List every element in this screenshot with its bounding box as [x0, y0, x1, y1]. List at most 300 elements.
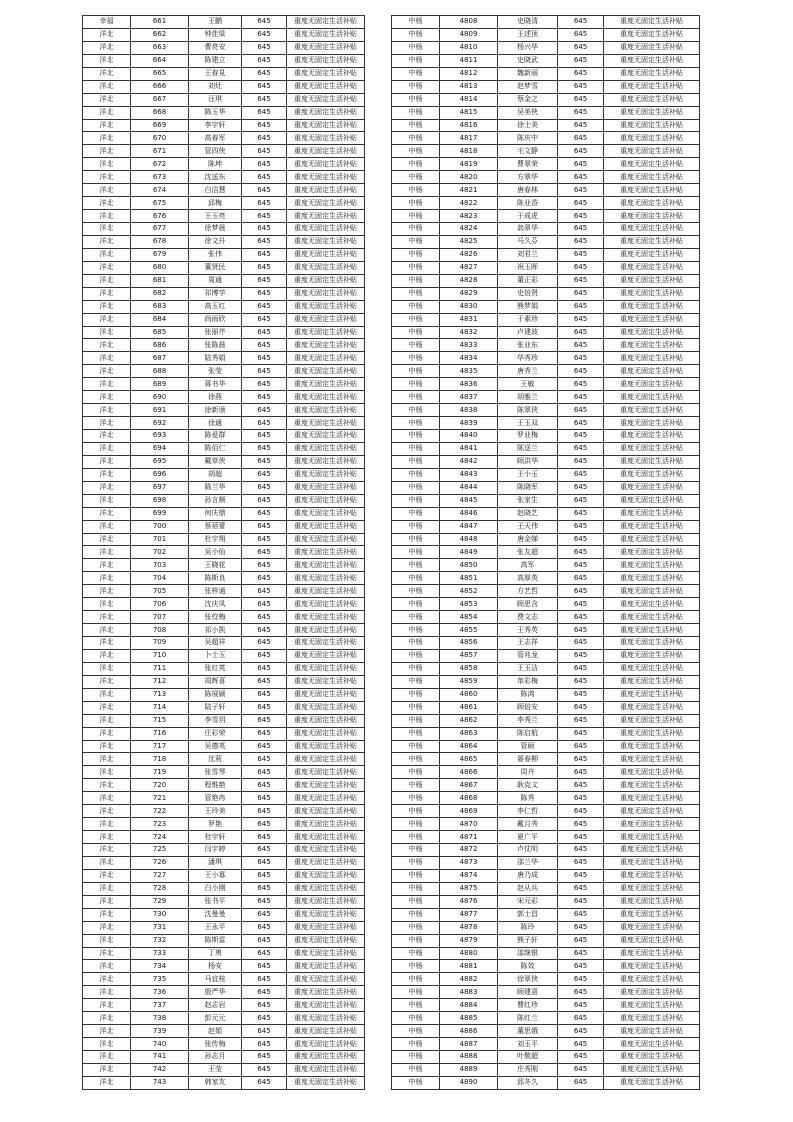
- category-cell: 重度无固定生活补贴: [287, 455, 365, 468]
- table-row: [83, 339, 365, 352]
- number-cell: 739: [131, 1025, 189, 1038]
- amount-cell: 645: [558, 430, 604, 443]
- name-cell: 陈效: [498, 960, 558, 973]
- number-cell: 4874: [440, 869, 498, 882]
- amount-cell: 645: [558, 417, 604, 430]
- number-cell: 719: [131, 766, 189, 779]
- region-cell: 洋北: [83, 494, 131, 507]
- name-cell: 蔡蓓蕾: [189, 520, 242, 533]
- category-cell: 重度无固定生活补贴: [287, 391, 365, 404]
- amount-cell: 645: [242, 766, 287, 779]
- name-cell: 管四侠: [189, 145, 242, 158]
- amount-cell: 645: [558, 197, 604, 210]
- amount-cell: 645: [558, 921, 604, 934]
- table-row: [392, 921, 700, 934]
- category-cell: 重度无固定生活补贴: [604, 921, 700, 934]
- name-cell: 顾建喜: [498, 986, 558, 999]
- table-row: [392, 339, 700, 352]
- region-cell: 中杨: [392, 753, 440, 766]
- amount-cell: 645: [558, 740, 604, 753]
- table-row: [83, 637, 365, 650]
- region-cell: 洋北: [83, 313, 131, 326]
- category-cell: 重度无固定生活补贴: [604, 908, 700, 921]
- table-row: [392, 831, 700, 844]
- name-cell: 胡超: [189, 468, 242, 481]
- category-cell: 重度无固定生活补贴: [287, 41, 365, 54]
- category-cell: 重度无固定生活补贴: [287, 442, 365, 455]
- region-cell: 洋北: [83, 805, 131, 818]
- category-cell: 重度无固定生活补贴: [604, 533, 700, 546]
- amount-cell: 645: [242, 235, 287, 248]
- category-cell: 重度无固定生活补贴: [604, 145, 700, 158]
- number-cell: 4851: [440, 572, 498, 585]
- category-cell: 重度无固定生活补贴: [287, 559, 365, 572]
- name-cell: 丁勇: [189, 947, 242, 960]
- name-cell: 唐金娣: [498, 533, 558, 546]
- category-cell: 重度无固定生活补贴: [287, 882, 365, 895]
- amount-cell: 645: [558, 792, 604, 805]
- table-row: [83, 999, 365, 1012]
- amount-cell: 645: [242, 326, 287, 339]
- number-cell: 710: [131, 649, 189, 662]
- region-cell: 中杨: [392, 908, 440, 921]
- category-cell: 重度无固定生活补贴: [287, 80, 365, 93]
- table-row: [392, 158, 700, 171]
- category-cell: 重度无固定生活补贴: [287, 753, 365, 766]
- table-row: [392, 404, 700, 417]
- name-cell: 唐春林: [498, 184, 558, 197]
- region-cell: 中杨: [392, 662, 440, 675]
- region-cell: 中杨: [392, 572, 440, 585]
- amount-cell: 645: [558, 986, 604, 999]
- table-row: [83, 831, 365, 844]
- category-cell: 重度无固定生活补贴: [287, 365, 365, 378]
- region-cell: 中杨: [392, 1025, 440, 1038]
- category-cell: 重度无固定生活补贴: [287, 611, 365, 624]
- region-cell: 中杨: [392, 960, 440, 973]
- amount-cell: 645: [242, 947, 287, 960]
- amount-cell: 645: [242, 145, 287, 158]
- amount-cell: 645: [242, 611, 287, 624]
- category-cell: 重度无固定生活补贴: [604, 210, 700, 223]
- table-row: [83, 1076, 365, 1089]
- table-row: [392, 1063, 700, 1076]
- category-cell: 重度无固定生活补贴: [604, 662, 700, 675]
- name-cell: 宋元彩: [498, 895, 558, 908]
- number-cell: 4848: [440, 533, 498, 546]
- amount-cell: 645: [242, 404, 287, 417]
- table-row: [83, 753, 365, 766]
- number-cell: 4887: [440, 1038, 498, 1051]
- region-cell: 中杨: [392, 248, 440, 261]
- amount-cell: 645: [558, 727, 604, 740]
- table-row: [83, 947, 365, 960]
- name-cell: 罗艳: [189, 818, 242, 831]
- region-cell: 中杨: [392, 779, 440, 792]
- name-cell: 张佼梅: [189, 611, 242, 624]
- amount-cell: 645: [242, 417, 287, 430]
- number-cell: 4888: [440, 1051, 498, 1064]
- category-cell: 重度无固定生活补贴: [604, 430, 700, 443]
- region-cell: 中杨: [392, 326, 440, 339]
- table-row: [392, 494, 700, 507]
- amount-cell: 645: [242, 1012, 287, 1025]
- amount-cell: 645: [242, 572, 287, 585]
- name-cell: 程维艳: [189, 779, 242, 792]
- amount-cell: 645: [242, 844, 287, 857]
- category-cell: 重度无固定生活补贴: [287, 197, 365, 210]
- category-cell: 重度无固定生活补贴: [604, 559, 700, 572]
- table-row: [392, 391, 700, 404]
- category-cell: 重度无固定生活补贴: [604, 184, 700, 197]
- name-cell: 潘琪: [189, 856, 242, 869]
- category-cell: 重度无固定生活补贴: [604, 481, 700, 494]
- region-cell: 中杨: [392, 132, 440, 145]
- number-cell: 4808: [440, 16, 498, 29]
- category-cell: 重度无固定生活补贴: [604, 585, 700, 598]
- region-cell: 洋北: [83, 261, 131, 274]
- region-cell: 洋北: [83, 585, 131, 598]
- category-cell: 重度无固定生活补贴: [287, 649, 365, 662]
- category-cell: 重度无固定生活补贴: [287, 132, 365, 145]
- name-cell: 陈斯良: [189, 572, 242, 585]
- number-cell: 4815: [440, 106, 498, 119]
- table-row: [392, 1051, 700, 1064]
- region-cell: 中杨: [392, 404, 440, 417]
- table-row: [83, 16, 365, 29]
- number-cell: 4833: [440, 339, 498, 352]
- region-cell: 洋北: [83, 662, 131, 675]
- number-cell: 697: [131, 481, 189, 494]
- table-row: [392, 16, 700, 29]
- amount-cell: 645: [242, 637, 287, 650]
- region-cell: 洋北: [83, 28, 131, 41]
- amount-cell: 645: [558, 546, 604, 559]
- name-cell: 张家生: [498, 494, 558, 507]
- table-row: [392, 274, 700, 287]
- table-row: [392, 805, 700, 818]
- amount-cell: 645: [242, 986, 287, 999]
- name-cell: 孙言颇: [189, 494, 242, 507]
- category-cell: 重度无固定生活补贴: [604, 520, 700, 533]
- number-cell: 674: [131, 184, 189, 197]
- table-row: [392, 67, 700, 80]
- name-cell: 马宜桂: [189, 973, 242, 986]
- table-row: [83, 973, 365, 986]
- table-row: [83, 1051, 365, 1064]
- region-cell: 中杨: [392, 766, 440, 779]
- table-row: [392, 611, 700, 624]
- name-cell: 戴月秀: [498, 818, 558, 831]
- region-cell: 洋北: [83, 856, 131, 869]
- name-cell: 李宇轩: [189, 119, 242, 132]
- amount-cell: 645: [558, 624, 604, 637]
- name-cell: 徐文升: [189, 235, 242, 248]
- number-cell: 738: [131, 1012, 189, 1025]
- name-cell: 赵从兵: [498, 882, 558, 895]
- amount-cell: 645: [558, 908, 604, 921]
- region-cell: 中杨: [392, 391, 440, 404]
- name-cell: 于成虎: [498, 210, 558, 223]
- name-cell: 彭元元: [189, 1012, 242, 1025]
- number-cell: 4881: [440, 960, 498, 973]
- table-row: [83, 727, 365, 740]
- category-cell: 重度无固定生活补贴: [287, 417, 365, 430]
- category-cell: 重度无固定生活补贴: [604, 1025, 700, 1038]
- name-cell: 张陈晨: [189, 339, 242, 352]
- number-cell: 4854: [440, 611, 498, 624]
- category-cell: 重度无固定生活补贴: [604, 986, 700, 999]
- name-cell: 张业东: [498, 339, 558, 352]
- table-row: [83, 1012, 365, 1025]
- amount-cell: 645: [242, 261, 287, 274]
- name-cell: 于素珍: [498, 313, 558, 326]
- category-cell: 重度无固定生活补贴: [287, 145, 365, 158]
- number-cell: 731: [131, 921, 189, 934]
- amount-cell: 645: [242, 93, 287, 106]
- number-cell: 4832: [440, 326, 498, 339]
- number-cell: 4877: [440, 908, 498, 921]
- name-cell: 夏广平: [498, 831, 558, 844]
- name-cell: 王玲美: [189, 805, 242, 818]
- number-cell: 4886: [440, 1025, 498, 1038]
- amount-cell: 645: [242, 507, 287, 520]
- category-cell: 重度无固定生活补贴: [604, 805, 700, 818]
- region-cell: 中杨: [392, 352, 440, 365]
- number-cell: 4861: [440, 701, 498, 714]
- category-cell: 重度无固定生活补贴: [287, 740, 365, 753]
- table-row: [83, 792, 365, 805]
- name-cell: 王莹: [189, 1063, 242, 1076]
- amount-cell: 645: [558, 210, 604, 223]
- name-cell: 史倍贤: [498, 287, 558, 300]
- table-row: [392, 132, 700, 145]
- category-cell: 重度无固定生活补贴: [287, 404, 365, 417]
- table-row: [392, 119, 700, 132]
- amount-cell: 645: [242, 779, 287, 792]
- region-cell: 中杨: [392, 649, 440, 662]
- category-cell: 重度无固定生活补贴: [287, 248, 365, 261]
- amount-cell: 645: [558, 404, 604, 417]
- amount-cell: 645: [558, 352, 604, 365]
- name-cell: 华秀珍: [498, 352, 558, 365]
- number-cell: 4890: [440, 1076, 498, 1089]
- region-cell: 中杨: [392, 792, 440, 805]
- number-cell: 685: [131, 326, 189, 339]
- amount-cell: 645: [558, 688, 604, 701]
- amount-cell: 645: [242, 585, 287, 598]
- category-cell: 重度无固定生活补贴: [287, 779, 365, 792]
- region-cell: 洋北: [83, 688, 131, 701]
- name-cell: 张传梅: [189, 1038, 242, 1051]
- region-cell: 中杨: [392, 468, 440, 481]
- name-cell: 史晓清: [498, 16, 558, 29]
- name-cell: 邱冬久: [498, 1076, 558, 1089]
- number-cell: 735: [131, 973, 189, 986]
- category-cell: 重度无固定生活补贴: [287, 805, 365, 818]
- amount-cell: 645: [558, 611, 604, 624]
- name-cell: 张梓通: [189, 585, 242, 598]
- table-row: [83, 779, 365, 792]
- name-cell: 张雪琴: [189, 766, 242, 779]
- category-cell: 重度无固定生活补贴: [604, 1051, 700, 1064]
- table-row: [392, 455, 700, 468]
- name-cell: 王玉双: [498, 417, 558, 430]
- name-cell: 陈兰华: [189, 481, 242, 494]
- category-cell: 重度无固定生活补贴: [604, 93, 700, 106]
- amount-cell: 645: [558, 662, 604, 675]
- region-cell: 中杨: [392, 313, 440, 326]
- region-cell: 洋北: [83, 287, 131, 300]
- name-cell: 张伟: [189, 248, 242, 261]
- name-cell: 高玉红: [189, 300, 242, 313]
- category-cell: 重度无固定生活补贴: [287, 921, 365, 934]
- category-cell: 重度无固定生活补贴: [287, 520, 365, 533]
- amount-cell: 645: [242, 688, 287, 701]
- category-cell: 重度无固定生活补贴: [604, 714, 700, 727]
- number-cell: 4876: [440, 895, 498, 908]
- amount-cell: 645: [558, 1038, 604, 1051]
- number-cell: 683: [131, 300, 189, 313]
- table-row: [83, 365, 365, 378]
- name-cell: 张莹: [189, 365, 242, 378]
- number-cell: 4829: [440, 287, 498, 300]
- number-cell: 701: [131, 533, 189, 546]
- amount-cell: 645: [558, 274, 604, 287]
- number-cell: 4844: [440, 481, 498, 494]
- name-cell: 白洁慧: [189, 184, 242, 197]
- region-cell: 中杨: [392, 223, 440, 236]
- name-cell: 陈坤: [189, 158, 242, 171]
- name-cell: 管艳冉: [189, 792, 242, 805]
- name-cell: 史晓武: [498, 54, 558, 67]
- name-cell: 高军: [498, 559, 558, 572]
- table-row: [83, 132, 365, 145]
- table-row: [83, 274, 365, 287]
- number-cell: 700: [131, 520, 189, 533]
- amount-cell: 645: [558, 559, 604, 572]
- number-cell: 716: [131, 727, 189, 740]
- region-cell: 洋北: [83, 274, 131, 287]
- category-cell: 重度无固定生活补贴: [287, 378, 365, 391]
- amount-cell: 645: [558, 184, 604, 197]
- region-cell: 中杨: [392, 520, 440, 533]
- number-cell: 4852: [440, 585, 498, 598]
- name-cell: 晏春柳: [498, 753, 558, 766]
- region-cell: 中杨: [392, 287, 440, 300]
- category-cell: 重度无固定生活补贴: [604, 507, 700, 520]
- number-cell: 4884: [440, 999, 498, 1012]
- amount-cell: 645: [242, 792, 287, 805]
- table-row: [392, 197, 700, 210]
- name-cell: 祁博学: [189, 287, 242, 300]
- amount-cell: 645: [558, 145, 604, 158]
- table-row: [392, 210, 700, 223]
- category-cell: 重度无固定生活补贴: [287, 1025, 365, 1038]
- amount-cell: 645: [242, 1051, 287, 1064]
- region-cell: 洋北: [83, 714, 131, 727]
- category-cell: 重度无固定生活补贴: [604, 960, 700, 973]
- region-cell: 洋北: [83, 727, 131, 740]
- name-cell: 沈送东: [189, 171, 242, 184]
- category-cell: 重度无固定生活补贴: [287, 326, 365, 339]
- region-cell: 洋北: [83, 520, 131, 533]
- number-cell: 4865: [440, 753, 498, 766]
- table-row: [83, 882, 365, 895]
- name-cell: 陈业香: [498, 197, 558, 210]
- category-cell: 重度无固定生活补贴: [287, 714, 365, 727]
- name-cell: 沈曼曼: [189, 908, 242, 921]
- amount-cell: 645: [558, 766, 604, 779]
- amount-cell: 645: [242, 714, 287, 727]
- amount-cell: 645: [558, 520, 604, 533]
- region-cell: 洋北: [83, 649, 131, 662]
- region-cell: 中杨: [392, 378, 440, 391]
- amount-cell: 645: [242, 28, 287, 41]
- name-cell: 庄彩荣: [189, 727, 242, 740]
- name-cell: 陆秀娟: [189, 352, 242, 365]
- name-cell: 李仁哲: [498, 805, 558, 818]
- amount-cell: 645: [558, 637, 604, 650]
- amount-cell: 645: [242, 391, 287, 404]
- category-cell: 重度无固定生活补贴: [287, 675, 365, 688]
- table-row: [83, 158, 365, 171]
- number-cell: 4813: [440, 80, 498, 93]
- table-row: [83, 598, 365, 611]
- number-cell: 712: [131, 675, 189, 688]
- number-cell: 4836: [440, 378, 498, 391]
- category-cell: 重度无固定生活补贴: [604, 106, 700, 119]
- region-cell: 中杨: [392, 106, 440, 119]
- region-cell: 洋北: [83, 779, 131, 792]
- name-cell: 卢仗明: [498, 844, 558, 857]
- table-row: [83, 171, 365, 184]
- region-cell: 洋北: [83, 973, 131, 986]
- table-row: [83, 649, 365, 662]
- region-cell: 洋北: [83, 1051, 131, 1064]
- region-cell: 中杨: [392, 442, 440, 455]
- number-cell: 664: [131, 54, 189, 67]
- table-row: [392, 326, 700, 339]
- region-cell: 中杨: [392, 973, 440, 986]
- region-cell: 洋北: [83, 326, 131, 339]
- amount-cell: 645: [558, 41, 604, 54]
- category-cell: 重度无固定生活补贴: [287, 54, 365, 67]
- region-cell: 中杨: [392, 235, 440, 248]
- number-cell: 666: [131, 80, 189, 93]
- table-row: [83, 248, 365, 261]
- amount-cell: 645: [558, 93, 604, 106]
- region-cell: 洋北: [83, 1063, 131, 1076]
- region-cell: 洋北: [83, 598, 131, 611]
- number-cell: 661: [131, 16, 189, 29]
- number-cell: 709: [131, 637, 189, 650]
- amount-cell: 645: [242, 999, 287, 1012]
- amount-cell: 645: [558, 80, 604, 93]
- category-cell: 重度无固定生活补贴: [287, 468, 365, 481]
- category-cell: 重度无固定生活补贴: [287, 934, 365, 947]
- number-cell: 678: [131, 235, 189, 248]
- amount-cell: 645: [558, 779, 604, 792]
- region-cell: 中杨: [392, 986, 440, 999]
- amount-cell: 645: [242, 675, 287, 688]
- table-row: [392, 287, 700, 300]
- name-cell: 王天伟: [498, 520, 558, 533]
- number-cell: 736: [131, 986, 189, 999]
- number-cell: 4882: [440, 973, 498, 986]
- number-cell: 4871: [440, 831, 498, 844]
- category-cell: 重度无固定生活补贴: [604, 404, 700, 417]
